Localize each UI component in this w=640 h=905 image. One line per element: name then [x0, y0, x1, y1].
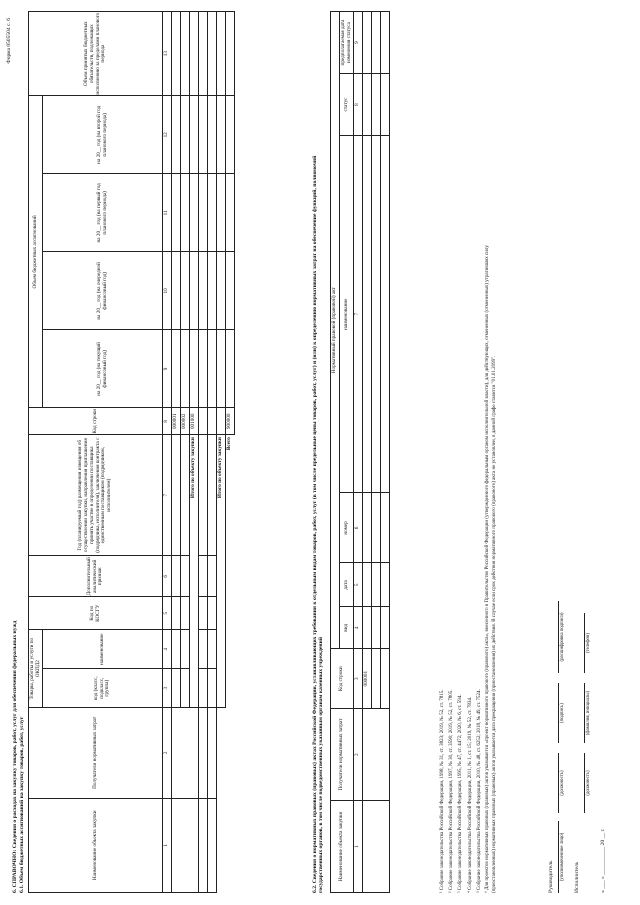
subtotal-row-2 [217, 12, 226, 893]
column-numbers-row [163, 12, 172, 893]
header-obligations: Объем принятых бюджетных обязательств, подлежащих исполнению за пределами планового периода [29, 12, 163, 96]
col-num: 3 [163, 669, 172, 708]
executor-fio-caption: (фамилия, инициалы) [584, 683, 591, 743]
footnote: ³ Собрание законодательства Российской Федерации, 1995, № 47, ст. 4472; 2020, № 6, ст. 594. [458, 694, 464, 893]
date-line: « ___ » __________ 20 __ г. [600, 828, 606, 893]
head-decode-caption: (расшифровка подписи) [558, 601, 565, 673]
header-row-code: Код строки [331, 649, 354, 709]
col-num: 1 [163, 798, 172, 892]
head-label: Руководитель [548, 860, 554, 893]
table-row [208, 12, 217, 893]
section-6-1-subheading: 6.1. Объем бюджетных ассигнований на закупку товаров, работ, услуг [19, 716, 25, 893]
col-num: 2 [354, 709, 363, 801]
col-num: 4 [163, 630, 172, 669]
executor-phone-caption: (телефон) [584, 613, 591, 673]
normative-acts-table [330, 11, 390, 893]
col-num: 2 [163, 708, 172, 798]
head-position-caption: (должность) [558, 753, 565, 813]
header-act: Нормативный правовой (правовой) акт [331, 12, 340, 649]
col-num: 9 [163, 330, 172, 408]
section-6-heading: 6. СПРАВОЧНО: Сведения о расходах на закупку товаров, работ, услуг для обеспечения федеральных нужд [12, 620, 18, 893]
form-label: Форма 0505504 с. 6 [6, 18, 12, 64]
header-row-code: Код строки [29, 408, 163, 435]
header-next-year: на 20__ год (на очередной финансовый год) [43, 252, 163, 330]
head-sub-caption: (уполномоченное лицо) [558, 821, 565, 893]
col-num: 4 [354, 607, 363, 649]
header-object: Наименование объекта закупки [331, 801, 354, 893]
header-current-year: на 20__ год (на текущий финансовый год) [43, 330, 163, 408]
header-recipient: Получатели нормативных затрат [331, 709, 354, 801]
header-okpd-code: код (класс, подкласс, группа) [43, 669, 163, 708]
executor-label: Исполнитель [574, 861, 580, 893]
header-analytic: Дополнительный аналитический признак [29, 556, 163, 597]
footnote: ² Собрание законодательства Российской Федерации, 1997, № 30, ст. 3590; 2019, № 52, ст. 7805. [449, 689, 455, 893]
signatures-block [548, 393, 628, 893]
section-6-2-heading: 6.2. Сведения о нормативных правовых (правовых) актах Российской Федерации, устанавливающих требования к отдельным видам товаров, работ, услуг (в том числе предельные цены товаров, работ, услуг) и (или) к определению нормативных затрат на обеспечение функций, полномочий государственных органов, в том числе подведомственных указанным органам казенных учреждений [312, 155, 325, 893]
header-kosgu: Код по КОСГУ [29, 597, 163, 630]
table-row [199, 12, 208, 893]
col-num: 7 [163, 435, 172, 556]
total-label: Всего [226, 437, 233, 451]
col-num: 9 [354, 12, 363, 74]
footnotes [438, 13, 498, 893]
header-okpd-group: Товары, работы и услуги по ОКПД2 [29, 630, 43, 708]
col-num: 6 [163, 556, 172, 597]
header-object: Наименование объекта закупки [29, 798, 163, 892]
row-code: 000002 [181, 408, 190, 435]
executor-position-caption: (должность) [584, 753, 591, 813]
footnote: ⁵ Собрание законодательства Российской Федерации, 2010, № 48, ст. 6252; 2018, № 49, ст. 7524. [476, 689, 482, 893]
col-num: 8 [354, 74, 363, 136]
header-type: вид [340, 607, 354, 649]
budget-allocations-table [28, 11, 235, 893]
header-status: статус [340, 74, 354, 136]
header-year: Год (планируемый год) размещения извещения об осуществлении закупки, направления приглашения принять участие в определении поставщика (подрядчика, исполнителя), заключения контракта с единственным поставщиком (подрядчиком, исполнителем) [29, 435, 163, 556]
row-code: 000001 [172, 408, 181, 435]
header-okpd-name: наименование [43, 630, 163, 669]
table-row [363, 12, 372, 893]
col-num: 10 [163, 252, 172, 330]
header-date: дата [340, 563, 354, 607]
head-signature-caption: (подпись) [558, 683, 565, 743]
col-num: 6 [354, 493, 363, 563]
header-number: номер [340, 493, 354, 563]
total-code: 900000 [226, 408, 235, 435]
col-num: 13 [163, 12, 172, 96]
row-code: 000001 [363, 649, 372, 709]
footnote: ¹ Собрание законодательства Российской Федерации, 1998, № 31, ст. 3823; 2019, № 52, ст. 7815. [440, 689, 445, 893]
header-name: наименование [340, 135, 354, 493]
col-num: 5 [354, 563, 363, 607]
total-row [226, 12, 235, 893]
footnote: ⁶ Для проектов нормативных правовых (правовых) актов указывается «проект нормативного правового (правового) акта», внесенного в Правительство Российской Федерации (утвержденного федеральным органом исполнительной власти), для действующих, отмененных (отмененных) утративших силу [485, 245, 491, 893]
col-num: 3 [354, 649, 363, 709]
table-row [172, 12, 181, 893]
header-budget: Объем бюджетных ассигнований [29, 96, 43, 408]
col-num: 1 [354, 801, 363, 893]
subtotal-label: Итого по объекту закупки [190, 435, 199, 708]
col-num: 7 [354, 135, 363, 493]
col-num: 11 [163, 174, 172, 252]
subtotal-code: 001000 [190, 408, 199, 435]
col-num: 12 [163, 96, 172, 174]
header-recipient: Получатели нормативных затрат [29, 708, 163, 798]
header-second-plan-year: на 20__ год (на второй год планового периода) [43, 96, 163, 174]
footnote: (приостановленных) нормативных правовых (правовых) актов указывается дата прекращения (приостановления) их действия. В случае если срок действия нормативного правового (правового) акта не установлен, в данной графе ставится "01.01.2099". [492, 355, 498, 893]
header-date-change: предполагаемая дата изменения статуса [340, 12, 354, 74]
footnote: ⁴ Собрание законодательства Российской Федерации, 2011, № 1, ст. 15; 2019, № 52, ст. 7834. [467, 696, 473, 893]
col-num: 8 [163, 408, 172, 435]
column-numbers-row [354, 12, 363, 893]
subtotal-label-2: Итого по объекту закупки [217, 435, 226, 708]
header-first-plan-year: на 20__ год (на первый год планового периода) [43, 174, 163, 252]
col-num: 5 [163, 597, 172, 630]
